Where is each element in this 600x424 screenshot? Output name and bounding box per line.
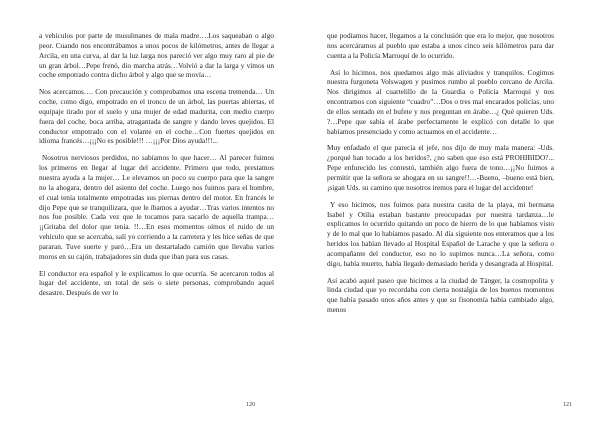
left-paragraph-1: a vehículos por parte de musulmanes de mala madre….Los saqueaban o algo peor. Cuando nos encontrábamos a unos pocos de kilómetros, antes de llegar a Arcila, en una curva, al dar la luz larga nos pareció ver algo muy raro al pie de un gran árbol…Pepe frenó, dio marcha atrás…Volvió a dar la larga y vimos un coche empotrado contra dicho árbol y algo que se movía… bbox=[39, 31, 274, 80]
right-page bbox=[300, 0, 600, 424]
left-paragraph-4: El conductor era español y le explicamos lo que ocurría. Se acercaron todos al lugar del accidente, un total de seis o siete personas, comprobando aquel desastre. Después de ver lo bbox=[39, 268, 274, 298]
right-page-number: 121 bbox=[563, 402, 572, 408]
right-paragraph-2: Así lo hicimos, nos quedamos algo más aliviados y tranquilos. Cogimos nuestra furgoneta Volswagen y pusimos rumbo al pueblo cercano de Arcila. Nos dirigimos al cuartelillo de la Guardia o Policía Marroquí y nos encontramos con siguiente “cuadro”…Dos o tres mal encarados policías, uno de ellos sentado en el bufete y nos preguntan en árabe…¿ Qué quieren Uds. ?…Pepe que sabía el árabe perfectamente le explicó con detalle lo que habíamos presenciado y como actuamos en el accidente… bbox=[327, 67, 554, 136]
left-paragraph-2: Nos acercamos…. Con precaución y comprobamos una escena tremenda… Un coche, como digo, empotrado en el tronco de un árbol, las puertas abiertas, el equipaje tirado por el suelo y una mujer de edad madurita, con medio cuerpo fuera del coche, boca arriba, atragantada de sangre y dando leves quejidos. El conductor empotrado con el volante en el coche…Con fuertes quejidos en idioma francés…¡¡¡No es posible!!! …¡¡¡Por Dios ayuda!!!... bbox=[39, 87, 274, 146]
right-paragraph-5: Así acabó aquel paseo que hicimos a la ciudad de Tánger, la cosmopolita y linda ciudad que yo recordaba con cierta nostalgia de los buenos momentos que había pasado unos años antes y que su fisonomía había cambiado algo, menos bbox=[327, 275, 554, 315]
left-paragraph-3: Nosotros nerviosos perdidos, no sabíamos lo que hacer… Al parecer fuimos los primeros en llegar al lugar del accidente. Primero que todo, prestamos nuestra ayuda a la mujer… Le elevamos un poco su cuerpo para que la sangre no la ahogara, dentro del asiento del coche. Luego nos fuimos para el hombre, el cual tenía totalmente empotradas sus piernas dentro del motor. En francés le dijo Pepe que se tranquilizara, que le íbamos a ayudar…Tras varios intentos no nos fue posible. Cada vez que le tocamos para sacarlo de aquella trampa…¡¡Gritaba del dolor que tenía. !!…En esos momentos oímos el ruido de un vehículo que se acercaba, salí yo corriendo a la carretera y les hice señas de que pararan. Tuve suerte y paró…Era un destartalado camión que llevaba varios moros en su cajón, trabajadores sin duda que iban para sus casas. bbox=[39, 153, 274, 261]
left-page-number: 120 bbox=[246, 402, 255, 408]
right-paragraph-3: Muy enfadado el que parecía el jefe, nos dijo de muy mala manera: -Uds. ¿porqué han tocado a los heridos?, ¿no saben que eso está PROHIBIDO?... Pepe enfurecido les contestó, también algo fuera de tono…¡¡No fuimos a permitir que la señora se ahogara en su sangre!!…-Bueno, –bueno está bien, ¡sigan Uds. su camino que nosotros iremos para el lugar del accidente! bbox=[327, 143, 554, 192]
right-paragraph-1: que podíamos hacer, llegamos a la conclusión que era lo mejor, que nosotros nos acercáramos al pueblo que estaba a unos cinco seis kilómetros para dar cuenta a la Policía Marroquí de lo ocurrido. bbox=[327, 31, 554, 60]
right-paragraph-4: Y eso hicimos, nos fuimos para nuestra casita de la playa, mi hermana Isabel y Otilia estaban bastante preocupadas por nuestra tardanza…le explicamos lo ocurrido quitando un poco de hierro de lo que habíamos visto y de lo mal que lo habíamos pasado. Al día siguiente nos enteramos que a los heridos los habían llevado al Hospital Español de Larache y que la señora o acompañante del conductor, eso no lo supimos nunca…La señora, como digo, había muerto, había llegado demasiado herida y desangrada al Hospital. bbox=[327, 199, 554, 268]
